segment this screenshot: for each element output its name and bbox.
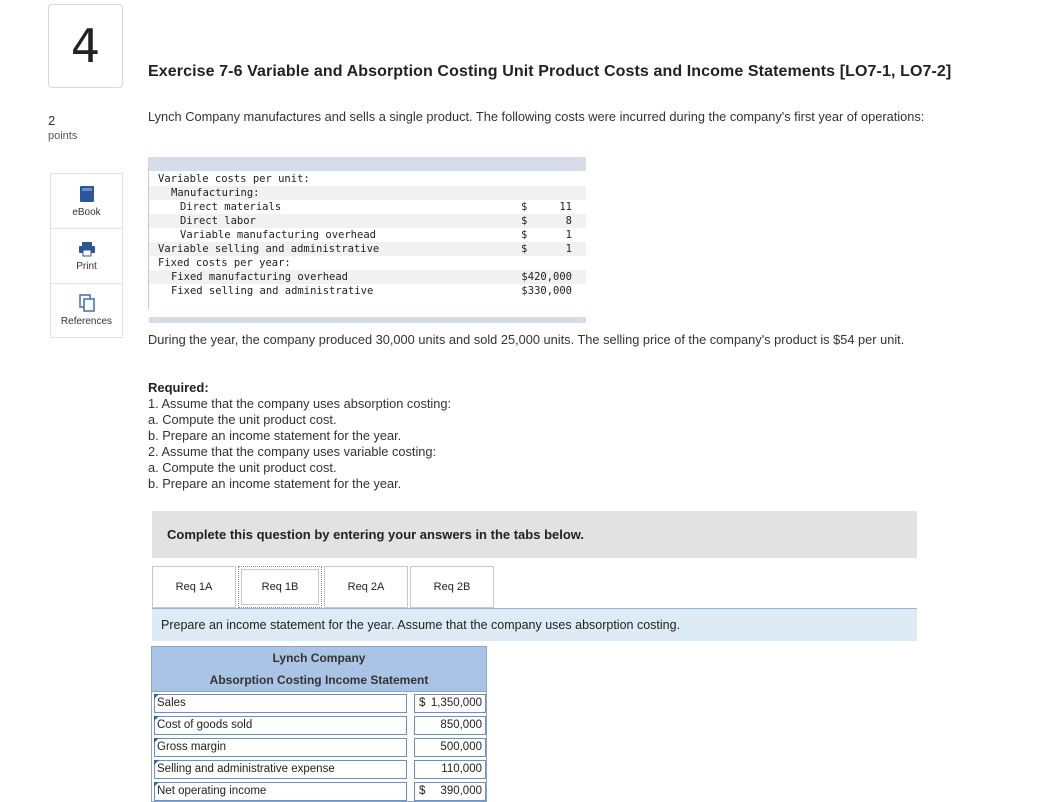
cost-row bbox=[149, 242, 586, 256]
cost-row-label: Direct labor bbox=[180, 215, 256, 227]
cost-row-label: Fixed manufacturing overhead bbox=[171, 271, 349, 283]
tab-req-2a[interactable]: Req 2A bbox=[324, 566, 408, 608]
net-operating-income-value-field bbox=[414, 782, 486, 801]
income-statement bbox=[151, 646, 487, 802]
cost-row-value: $420,000 bbox=[521, 271, 572, 283]
net-operating-income-label: Net operating income bbox=[154, 782, 407, 801]
required-line: a. Compute the unit product cost. bbox=[148, 460, 337, 475]
ebook-button[interactable] bbox=[50, 173, 123, 228]
cost-row bbox=[149, 186, 586, 200]
book-icon bbox=[79, 185, 95, 203]
cost-row bbox=[149, 256, 586, 270]
cost-row-label: Variable selling and administrative bbox=[158, 243, 380, 255]
sales-value-field[interactable] bbox=[414, 694, 486, 713]
during-text: During the year, the company produced 30,000 units and sold 25,000 units. The selling price of the company's product is $54 per unit. bbox=[148, 332, 905, 347]
selling-admin-value-field[interactable] bbox=[414, 760, 486, 779]
references-label: References bbox=[60, 316, 113, 327]
selling-admin-value: 110,000 bbox=[441, 763, 482, 775]
cost-row-value: 8 bbox=[565, 215, 572, 227]
points-label: points bbox=[48, 130, 78, 142]
tab-instruction: Prepare an income statement for the year. Assume that the company uses absorption costing. bbox=[152, 609, 917, 641]
selling-admin-label[interactable]: Selling and administrative expense bbox=[154, 760, 407, 779]
cost-row bbox=[149, 284, 586, 298]
references-button[interactable] bbox=[50, 283, 123, 338]
gross-margin-value: 500,000 bbox=[440, 741, 482, 753]
sales-value: 1,350,000 bbox=[430, 697, 482, 709]
question-number: 4 bbox=[48, 4, 123, 88]
cost-row bbox=[149, 172, 586, 186]
cost-row-value: 1 bbox=[565, 229, 572, 241]
cost-row-value: $330,000 bbox=[521, 285, 572, 297]
cost-row bbox=[149, 270, 586, 284]
required-line: b. Prepare an income statement for the year. bbox=[148, 476, 402, 491]
gross-margin-label: Gross margin bbox=[154, 738, 407, 757]
points-value: 2 bbox=[48, 113, 56, 128]
statement-row bbox=[151, 758, 487, 780]
tab-req-1b[interactable]: Req 1B bbox=[238, 566, 322, 608]
cost-row-label: Fixed selling and administrative bbox=[171, 285, 374, 297]
cost-row-value: 1 bbox=[565, 243, 572, 255]
cost-row-label: Variable manufacturing overhead bbox=[180, 229, 376, 241]
print-label: Print bbox=[76, 260, 97, 272]
references-icon bbox=[79, 294, 95, 312]
cost-row-value: 11 bbox=[559, 201, 572, 213]
cost-row-label: Fixed costs per year: bbox=[158, 257, 291, 269]
cogs-value: 850,000 bbox=[440, 719, 482, 731]
cost-row bbox=[149, 228, 586, 242]
print-button[interactable] bbox=[50, 228, 123, 283]
tab-req-2b[interactable]: Req 2B bbox=[410, 566, 494, 608]
company-name: Lynch Company bbox=[151, 646, 487, 668]
currency-symbol: $ bbox=[419, 697, 426, 709]
required-line: a. Compute the unit product cost. bbox=[148, 412, 337, 427]
cost-row-dollar: $ bbox=[521, 201, 528, 213]
required-line: 1. Assume that the company uses absorption costing: bbox=[148, 396, 452, 411]
cost-table-footer bbox=[149, 317, 586, 323]
sales-label[interactable]: Sales bbox=[154, 694, 407, 713]
statement-row bbox=[151, 736, 487, 758]
cost-data-table bbox=[148, 157, 586, 309]
cogs-label[interactable]: Cost of goods sold bbox=[154, 716, 407, 735]
cost-row-label: Variable costs per unit: bbox=[158, 173, 310, 185]
statement-row bbox=[151, 780, 487, 802]
cost-row bbox=[149, 200, 586, 214]
exercise-title: Exercise 7-6 Variable and Absorption Costing Unit Product Costs and Income Statements [LO7-1, LO7-2] bbox=[148, 63, 952, 80]
required-heading: Required: bbox=[148, 380, 209, 395]
tab-req-1a[interactable]: Req 1A bbox=[152, 566, 236, 608]
net-operating-income-value: 390,000 bbox=[440, 785, 482, 797]
gross-margin-value-field bbox=[414, 738, 486, 757]
required-line: 2. Assume that the company uses variable costing: bbox=[148, 444, 437, 459]
cost-row-label: Direct materials bbox=[180, 201, 282, 213]
cost-row-dollar: $ bbox=[521, 243, 528, 255]
instructions-banner: Complete this question by entering your answers in the tabs below. bbox=[152, 511, 917, 558]
cogs-value-field[interactable] bbox=[414, 716, 486, 735]
cost-row-dollar: $ bbox=[521, 215, 528, 227]
statement-row bbox=[151, 714, 487, 736]
statement-title: Absorption Costing Income Statement bbox=[151, 668, 487, 692]
cost-row-dollar: $ bbox=[521, 229, 528, 241]
statement-row bbox=[151, 692, 487, 714]
ebook-label: eBook bbox=[72, 206, 101, 218]
cost-row-label: Manufacturing: bbox=[171, 187, 260, 199]
currency-symbol: $ bbox=[419, 785, 426, 797]
cost-row bbox=[149, 214, 586, 228]
required-line: b. Prepare an income statement for the year. bbox=[148, 428, 402, 443]
printer-icon bbox=[78, 241, 96, 257]
intro-text: Lynch Company manufactures and sells a single product. The following costs were incurred during the company's first year of operations: bbox=[148, 109, 925, 124]
